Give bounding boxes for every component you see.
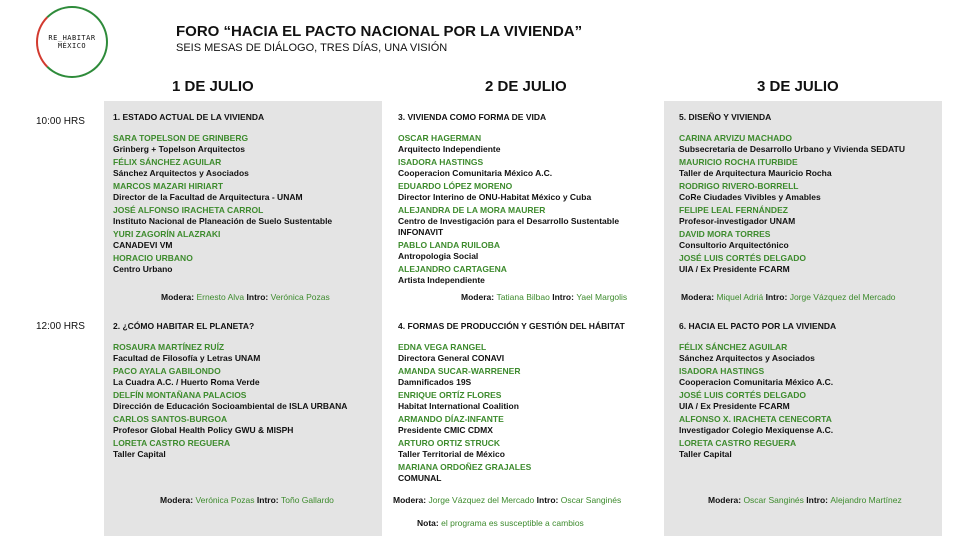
moderator-label: Modera: — [681, 292, 715, 302]
speaker-affiliation: Facultad de Filosofía y Letras UNAM — [113, 353, 261, 363]
speaker-name: ARTURO ORTIZ STRUCK — [398, 438, 500, 448]
speaker-affiliation: UIA / Ex Presidente FCARM — [679, 401, 790, 411]
speaker-affiliation: La Cuadra A.C. / Huerto Roma Verde — [113, 377, 260, 387]
program-note — [417, 518, 584, 528]
speaker-list — [113, 342, 381, 460]
speaker-name: JOSÉ LUIS CORTÉS DELGADO — [679, 253, 807, 263]
speaker-affiliation: Arquitecto Independiente — [398, 144, 501, 154]
speaker-name: SARA TOPELSON DE GRINBERG — [113, 133, 249, 143]
speaker-affiliation: Grinberg + Topelson Arquitectos — [113, 144, 245, 154]
speaker-name: RODRIGO RIVERO-BORRELL — [679, 181, 799, 191]
speaker-affiliation: Director Interino de ONU-Habitat México y Cuba — [398, 192, 592, 202]
speaker-name: ROSAURA MARTÍNEZ RUÍZ — [113, 342, 225, 352]
session-2 — [113, 321, 381, 462]
session-3 — [398, 112, 664, 288]
day-heading-2: 2 DE JULIO — [485, 78, 567, 95]
speaker-name: MARIANA ORDOÑEZ GRAJALES — [398, 462, 532, 472]
moderator-name: Verónica Pozas — [195, 495, 255, 505]
speaker-name: PABLO LANDA RUILOBA — [398, 240, 500, 250]
moderation-line-3 — [461, 292, 627, 302]
intro-label: Intro: — [256, 495, 279, 505]
note-text: el programa es susceptible a cambios — [441, 518, 584, 528]
session-title: 6. HACIA EL PACTO POR LA VIVIENDA — [679, 321, 837, 331]
speaker-affiliation: Antropologia Social — [398, 251, 479, 261]
moderator-label: Modera: — [160, 495, 194, 505]
session-title: 2. ¿CÓMO HABITAR EL PLANETA? — [113, 321, 255, 331]
page-title: FORO “HACIA EL PACTO NACIONAL POR LA VIVIENDA” — [176, 23, 583, 40]
intro-name: Alejandro Martínez — [830, 495, 902, 505]
speaker-affiliation: Dirección de Educación Socioambiental de ISLA URBANA — [113, 401, 348, 411]
speaker-name: FELIPE LEAL FERNÁNDEZ — [679, 205, 788, 215]
moderation-line-5 — [681, 292, 896, 302]
session-title: 3. VIVIENDA COMO FORMA DE VIDA — [398, 112, 547, 122]
speaker-name: AMANDA SUCAR-WARRENER — [398, 366, 521, 376]
intro-name: Jorge Vázquez del Mercado — [789, 292, 896, 302]
moderation-line-6 — [708, 495, 902, 505]
speaker-name: OSCAR HAGERMAN — [398, 133, 482, 143]
speaker-affiliation: Investigador Colegio Mexiquense A.C. — [679, 425, 834, 435]
speaker-affiliation: Damnificados 19S — [398, 377, 472, 387]
speaker-list — [679, 342, 941, 460]
intro-name: Yael Margolis — [576, 292, 628, 302]
speaker-name: ISADORA HASTINGS — [398, 157, 484, 167]
speaker-affiliation: Taller Capital — [679, 449, 732, 459]
moderator-label: Modera: — [708, 495, 742, 505]
speaker-name: ARMANDO DÍAZ-INFANTE — [398, 414, 504, 424]
speaker-name: PACO AYALA GABILONDO — [113, 366, 221, 376]
speaker-name: LORETA CASTRO REGUERA — [113, 438, 231, 448]
speaker-affiliation: Habitat International Coalition — [398, 401, 519, 411]
speaker-name: ISADORA HASTINGS — [679, 366, 765, 376]
speaker-affiliation: CANADEVI VM — [113, 240, 173, 250]
speaker-name: JOSÉ ALFONSO IRACHETA CARROL — [113, 205, 264, 215]
moderation-line-1 — [161, 292, 330, 302]
speaker-affiliation: Consultorio Arquitectónico — [679, 240, 789, 250]
session-1 — [113, 112, 381, 277]
speaker-list — [113, 133, 381, 275]
speaker-affiliation: Instituto Nacional de Planeación de Suelo Sustentable — [113, 216, 333, 226]
page-subtitle: SEIS MESAS DE DIÁLOGO, TRES DÍAS, UNA VISIÓN — [176, 42, 448, 54]
speaker-affiliation: CoRe Ciudades Vivibles y Amables — [679, 192, 821, 202]
speaker-list — [398, 342, 664, 484]
speaker-affiliation: Taller de Arquitectura Mauricio Rocha — [679, 168, 832, 178]
speaker-name: FÉLIX SÁNCHEZ AGUILAR — [679, 342, 788, 352]
session-title: 5. DISEÑO Y VIVIENDA — [679, 112, 772, 122]
logo-line-1: RE_HABITAR — [48, 34, 96, 42]
speaker-affiliation: COMUNAL — [398, 473, 442, 483]
speaker-affiliation: Directora General CONAVI — [398, 353, 505, 363]
speaker-affiliation: Artista Independiente — [398, 275, 485, 285]
session-title: 4. FORMAS DE PRODUCCIÓN Y GESTIÓN DEL HÁBITAT — [398, 321, 625, 331]
speaker-name: ENRIQUE ORTÍZ FLORES — [398, 390, 502, 400]
speaker-name: MAURICIO ROCHA ITURBIDE — [679, 157, 798, 167]
moderation-line-2 — [160, 495, 334, 505]
speaker-affiliation: Cooperacion Comunitaria México A.C. — [679, 377, 834, 387]
time-slot-1: 10:00 HRS — [36, 116, 85, 127]
speaker-name: EDUARDO LÓPEZ MORENO — [398, 181, 513, 191]
speaker-affiliation: Presidente CMIC CDMX — [398, 425, 493, 435]
time-slot-2: 12:00 HRS — [36, 321, 85, 332]
session-4 — [398, 321, 664, 486]
intro-name: Verónica Pozas — [270, 292, 330, 302]
speaker-name: ALEJANDRO CARTAGENA — [398, 264, 507, 274]
intro-label: Intro: — [536, 495, 559, 505]
re-habitar-logo — [36, 6, 108, 78]
speaker-name: ALEJANDRA DE LA MORA MAURER — [398, 205, 546, 215]
intro-label: Intro: — [765, 292, 788, 302]
moderator-name: Jorge Vázquez del Mercado — [428, 495, 535, 505]
speaker-name: YURI ZAGORÍN ALAZRAKI — [113, 229, 221, 239]
speaker-affiliation: UIA / Ex Presidente FCARM — [679, 264, 790, 274]
speaker-affiliation: Sánchez Arquitectos y Asociados — [113, 168, 249, 178]
intro-label: Intro: — [552, 292, 574, 302]
speaker-affiliation: Director de la Facultad de Arquitectura - UNAM — [113, 192, 303, 202]
speaker-name: DELFÍN MONTAÑANA PALACIOS — [113, 390, 247, 400]
intro-label: Intro: — [806, 495, 829, 505]
speaker-name: LORETA CASTRO REGUERA — [679, 438, 797, 448]
speaker-affiliation: Centro Urbano — [113, 264, 173, 274]
moderator-name: Miquel Adriá — [716, 292, 764, 302]
speaker-name: CARINA ARVIZU MACHADO — [679, 133, 793, 143]
moderator-label: Modera: — [161, 292, 195, 302]
logo-line-2: MÉXICO — [57, 42, 87, 50]
speaker-name: HORACIO URBANO — [113, 253, 193, 263]
speaker-affiliation: Profesor Global Health Policy GWU & MISPH — [113, 425, 294, 435]
speaker-name: CARLOS SANTOS-BURGOA — [113, 414, 228, 424]
session-title: 1. ESTADO ACTUAL DE LA VIVIENDA — [113, 112, 265, 122]
intro-name: Oscar Sanginés — [560, 495, 622, 505]
speaker-list — [398, 133, 664, 286]
speaker-affiliation: Sánchez Arquitectos y Asociados — [679, 353, 815, 363]
speaker-name: FÉLIX SÁNCHEZ AGUILAR — [113, 157, 222, 167]
moderator-name: Oscar Sanginés — [743, 495, 804, 505]
session-6 — [679, 321, 941, 462]
speaker-name: MARCOS MAZARI HIRIART — [113, 181, 224, 191]
moderator-name: Ernesto Alva — [196, 292, 245, 302]
speaker-affiliation: Profesor-investigador UNAM — [679, 216, 796, 226]
moderator-label: Modera: — [393, 495, 427, 505]
speaker-affiliation: Cooperacion Comunitaria México A.C. — [398, 168, 553, 178]
speaker-list — [679, 133, 941, 275]
intro-label: Intro: — [246, 292, 269, 302]
session-5 — [679, 112, 941, 277]
moderator-name: Tatiana Bilbao — [496, 292, 550, 302]
speaker-affiliation: Taller Territorial de México — [398, 449, 505, 459]
moderator-label: Modera: — [461, 292, 495, 302]
note-label: Nota: — [417, 518, 439, 528]
intro-name: Toño Gallardo — [280, 495, 334, 505]
speaker-affiliation: Subsecretaria de Desarrollo Urbano y Vivienda SEDATU — [679, 144, 905, 154]
speaker-name: ALFONSO X. IRACHETA CENECORTA — [679, 414, 832, 424]
day-heading-3: 3 DE JULIO — [757, 78, 839, 95]
speaker-name: EDNA VEGA RANGEL — [398, 342, 487, 352]
speaker-name: JOSÉ LUIS CORTÉS DELGADO — [679, 390, 807, 400]
speaker-affiliation: Taller Capital — [113, 449, 166, 459]
speaker-affiliation: Centro de Investigación para el Desarrollo Sustentable INFONAVIT — [398, 216, 620, 237]
moderation-line-4 — [393, 495, 621, 505]
day-heading-1: 1 DE JULIO — [172, 78, 254, 95]
speaker-name: DAVID MORA TORRES — [679, 229, 771, 239]
